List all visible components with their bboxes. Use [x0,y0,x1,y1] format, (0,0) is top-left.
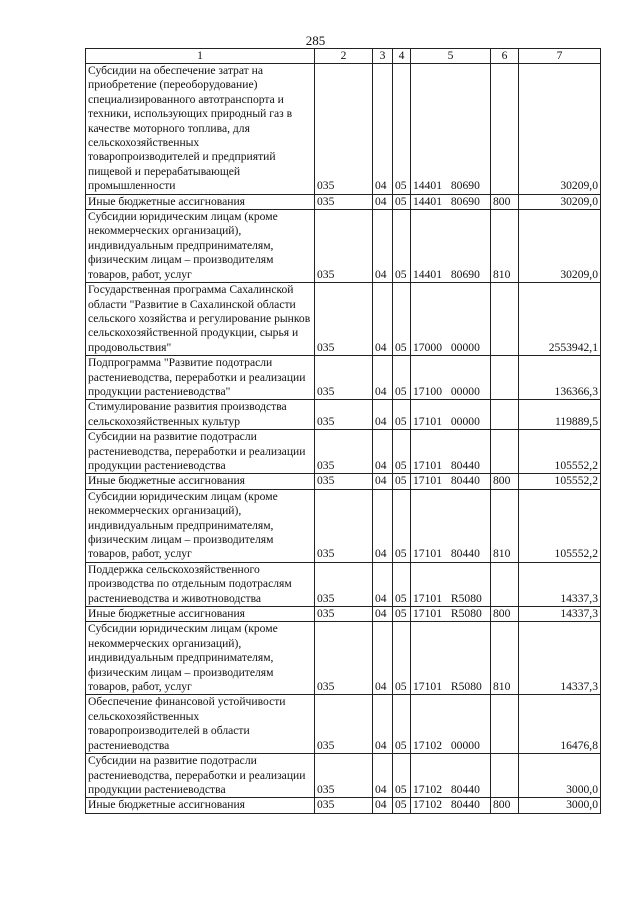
table-row [86,798,601,813]
row-ministry-code: 035 [315,474,373,489]
table-row [86,562,601,606]
header-col-5: 5 [411,49,491,64]
row-target-article: 17101 00000 [411,400,491,430]
row-name: Иные бюджетные ассигнования [86,194,315,209]
row-section: 04 [373,754,393,798]
row-target-article: 17101 80440 [411,489,491,562]
row-ministry-code: 035 [315,695,373,754]
table-row [86,210,601,283]
row-amount: 14337,3 [519,622,601,695]
row-expense-type [491,430,519,474]
table-row [86,400,601,430]
header-row [86,49,601,64]
row-name: Подпрограмма "Развитие подотрасли растениеводства, переработки и реализации продукции растениеводства" [86,356,315,400]
row-ministry-code: 035 [315,622,373,695]
row-section: 04 [373,607,393,622]
row-section: 04 [373,210,393,283]
row-subsection: 05 [393,194,411,209]
table-row [86,64,601,195]
row-amount: 14337,3 [519,607,601,622]
row-amount: 2553942,1 [519,283,601,356]
row-target-article: 17101 R5080 [411,607,491,622]
row-section: 04 [373,64,393,195]
row-subsection: 05 [393,356,411,400]
row-ministry-code: 035 [315,356,373,400]
row-ministry-code: 035 [315,283,373,356]
row-name: Субсидии юридическим лицам (кроме некоммерческих организаций), индивидуальным предпринимателям, физическим лицам – производителям товаров, работ, услуг [86,622,315,695]
row-ministry-code: 035 [315,210,373,283]
row-target-article: 17101 80440 [411,474,491,489]
row-name: Субсидии на развитие подотрасли растениеводства, переработки и реализации продукции растениеводства [86,754,315,798]
row-section: 04 [373,798,393,813]
row-subsection: 05 [393,283,411,356]
row-amount: 30209,0 [519,64,601,195]
row-subsection: 05 [393,622,411,695]
header-col-1: 1 [86,49,315,64]
row-target-article: 17101 R5080 [411,562,491,606]
row-subsection: 05 [393,607,411,622]
row-ministry-code: 035 [315,194,373,209]
row-section: 04 [373,194,393,209]
row-name: Субсидии юридическим лицам (кроме некоммерческих организаций), индивидуальным предпринимателям, физическим лицам – производителям товаров, работ, услуг [86,489,315,562]
row-name: Стимулирование развития производства сельскохозяйственных культур [86,400,315,430]
row-ministry-code: 035 [315,562,373,606]
row-expense-type [491,562,519,606]
row-name: Субсидии на обеспечение затрат на приобретение (переоборудование) специализированного автотранспорта и техники, использующих природный газ в качестве моторного топлива, для сельскохозяйственных товаропроизводителей и предприятий пищевой и перерабатывающей промышленности [86,64,315,195]
row-subsection: 05 [393,400,411,430]
row-name: Субсидии на развитие подотрасли растениеводства, переработки и реализации продукции растениеводства [86,430,315,474]
row-amount: 3000,0 [519,754,601,798]
row-amount: 14337,3 [519,562,601,606]
table-header [86,49,601,64]
row-target-article: 17101 R5080 [411,622,491,695]
table-row [86,283,601,356]
row-expense-type [491,283,519,356]
row-expense-type [491,695,519,754]
row-section: 04 [373,430,393,474]
table-row [86,607,601,622]
row-expense-type [491,64,519,195]
header-col-7: 7 [519,49,601,64]
row-amount: 105552,2 [519,474,601,489]
row-name: Обеспечение финансовой устойчивости сельскохозяйственных товаропроизводителей в области растениеводства [86,695,315,754]
row-target-article: 17100 00000 [411,356,491,400]
page-number: 285 [305,33,326,48]
row-amount: 30209,0 [519,194,601,209]
row-target-article: 17101 80440 [411,430,491,474]
row-target-article: 14401 80690 [411,64,491,195]
row-amount: 105552,2 [519,430,601,474]
row-section: 04 [373,695,393,754]
row-subsection: 05 [393,430,411,474]
row-subsection: 05 [393,210,411,283]
row-name: Субсидии юридическим лицам (кроме некоммерческих организаций), индивидуальным предпринимателям, физическим лицам – производителям товаров, работ, услуг [86,210,315,283]
row-target-article: 14401 80690 [411,210,491,283]
row-amount: 119889,5 [519,400,601,430]
row-expense-type: 810 [491,210,519,283]
budget-table [85,48,601,814]
table-row [86,754,601,798]
row-expense-type: 810 [491,489,519,562]
table-row [86,489,601,562]
row-ministry-code: 035 [315,798,373,813]
table-row [86,430,601,474]
header-col-6: 6 [491,49,519,64]
row-expense-type: 800 [491,474,519,489]
row-expense-type [491,754,519,798]
row-ministry-code: 035 [315,64,373,195]
table-row [86,695,601,754]
table-row [86,474,601,489]
row-expense-type: 810 [491,622,519,695]
row-subsection: 05 [393,489,411,562]
row-expense-type: 800 [491,194,519,209]
row-subsection: 05 [393,562,411,606]
row-target-article: 17102 80440 [411,798,491,813]
row-target-article: 17102 80440 [411,754,491,798]
row-amount: 16476,8 [519,695,601,754]
row-section: 04 [373,622,393,695]
row-name: Государственная программа Сахалинской области "Развитие в Сахалинской области сельского хозяйства и регулирование рынков сельскохозяйственной продукции, сырья и продовольствия" [86,283,315,356]
table-row [86,194,601,209]
row-amount: 136366,3 [519,356,601,400]
row-expense-type: 800 [491,607,519,622]
row-section: 04 [373,489,393,562]
row-expense-type [491,356,519,400]
row-target-article: 14401 80690 [411,194,491,209]
row-ministry-code: 035 [315,400,373,430]
table-row [86,356,601,400]
row-section: 04 [373,474,393,489]
row-name: Иные бюджетные ассигнования [86,798,315,813]
row-subsection: 05 [393,64,411,195]
row-name: Поддержка сельскохозяйственного производства по отдельным подотраслям растениеводства и животноводства [86,562,315,606]
row-ministry-code: 035 [315,489,373,562]
row-amount: 105552,2 [519,489,601,562]
table-body [86,64,601,814]
row-section: 04 [373,400,393,430]
row-target-article: 17000 00000 [411,283,491,356]
header-col-4: 4 [393,49,411,64]
row-subsection: 05 [393,754,411,798]
table-row [86,622,601,695]
row-amount: 3000,0 [519,798,601,813]
row-section: 04 [373,356,393,400]
row-target-article: 17102 00000 [411,695,491,754]
row-ministry-code: 035 [315,430,373,474]
header-col-2: 2 [315,49,373,64]
row-ministry-code: 035 [315,607,373,622]
row-name: Иные бюджетные ассигнования [86,607,315,622]
row-ministry-code: 035 [315,754,373,798]
row-expense-type: 800 [491,798,519,813]
row-subsection: 05 [393,798,411,813]
row-subsection: 05 [393,695,411,754]
header-col-3: 3 [373,49,393,64]
row-name: Иные бюджетные ассигнования [86,474,315,489]
row-amount: 30209,0 [519,210,601,283]
row-subsection: 05 [393,474,411,489]
row-section: 04 [373,562,393,606]
row-expense-type [491,400,519,430]
row-section: 04 [373,283,393,356]
